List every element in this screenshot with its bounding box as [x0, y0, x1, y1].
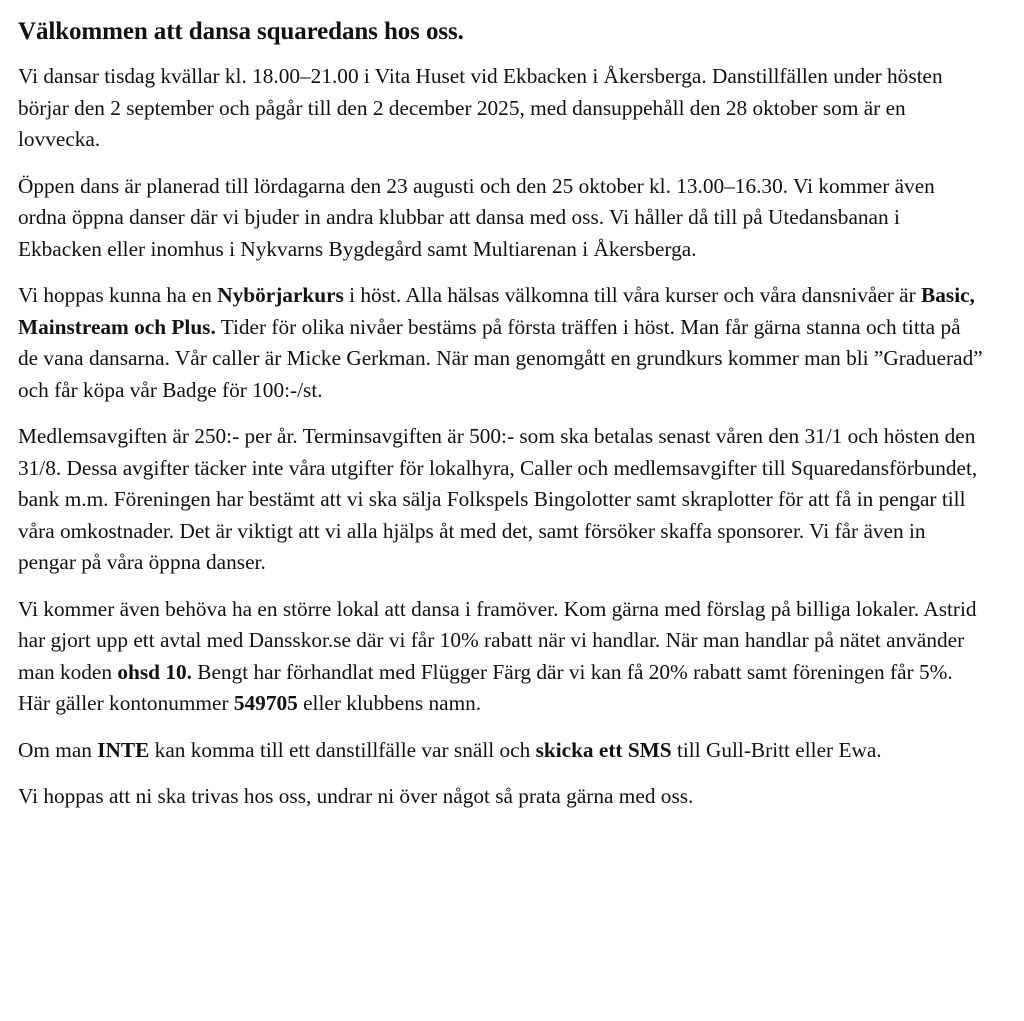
paragraph-text: eller klubbens namn. — [297, 691, 482, 715]
paragraph-text: Vi hoppas kunna ha en — [18, 283, 218, 307]
paragraph-text: Vi hoppas att ni ska trivas hos oss, undrar ni över något så prata gärna med oss. — [18, 784, 694, 808]
paragraph-courses — [18, 280, 984, 406]
paragraph-closing — [18, 781, 984, 813]
paragraph-open-dance — [18, 171, 984, 266]
emphasis-beginner-course: Nybörjarkurs — [217, 283, 344, 307]
paragraph-text: Vi kommer även behöva ha en större lokal att dansa i framöver. Kom gärna med förslag på billiga lokaler. Astrid har gjort upp ett avtal med Dansskor.se där vi får 10% rabatt när vi handlar. När man handlar på nätet använder man koden — [18, 596, 977, 684]
emphasis-account-number: 549705 — [233, 691, 298, 715]
paragraph-text: Tider för olika nivåer bestäms på första träffen i höst. Man får gärna stanna och titta på de vana dansarna. Vår caller är Micke Gerkman. När man genomgått en grundkurs kommer man bli ”Graduerad” och får köpa vår Badge för 100:-/st. — [18, 314, 983, 402]
paragraph-discounts — [18, 594, 984, 720]
emphasis-send-sms: skicka ett SMS — [535, 737, 672, 762]
emphasis-not: INTE — [97, 737, 150, 762]
paragraph-text: till Gull-Britt eller Ewa. — [671, 737, 882, 762]
paragraph-fees — [18, 421, 984, 579]
paragraph-text: Öppen dans är planerad till lördagarna den 23 augusti och den 25 oktober kl. 13.00–16.30. Vi kommer även ordna öppna danser där vi bjuder in andra klubbar att dansa med oss. Vi håller då till på Utedansbanan i Ekbacken eller inomhus i Nykvarns Bygdegård samt Multiarenan i Åkersberga. — [18, 173, 935, 261]
paragraph-text: Medlemsavgiften är 250:- per år. Terminsavgiften är 500:- som ska betalas senast våren den 31/1 och hösten den 31/8. Dessa avgifter täcker inte våra utgifter för lokalhyra, Caller och medlemsavgifter till Squaredansförbundet, bank m.m. Föreningen har bestämt att vi ska sälja Folkspels Bingolotter samt skraplotter för att få in pengar till våra omkostnader. Det är viktigt att vi alla hjälps åt med det, samt försöker skaffa sponsorer. Vi får även in pengar på våra öppna danser. — [18, 424, 978, 574]
paragraph-text: i höst. Alla hälsas välkomna till våra kurser och våra dansnivåer är — [343, 283, 922, 307]
emphasis-dance-levels: Basic, Mainstream och Plus. — [18, 283, 975, 339]
page-title: Välkommen att dansa squaredans hos oss. — [18, 18, 464, 45]
paragraph-schedule — [18, 61, 984, 156]
emphasis-discount-code: ohsd 10. — [117, 659, 192, 684]
paragraph-text: Bengt har förhandlat med Flügger Färg där vi kan få 20% rabatt samt föreningen får 5%. Här gäller kontonummer — [18, 659, 953, 715]
paragraph-text: kan komma till ett danstillfälle var snäll och — [149, 737, 536, 762]
paragraph-text: Vi dansar tisdag kvällar kl. 18.00–21.00 i Vita Huset vid Ekbacken i Åkersberga. Danstillfällen under hösten börjar den 2 september och pågår till den 2 december 2025, med dansuppehåll den 28 oktober som är en lovvecka. — [18, 64, 943, 151]
paragraph-absence — [18, 735, 984, 767]
paragraph-text: Om man — [18, 737, 98, 762]
